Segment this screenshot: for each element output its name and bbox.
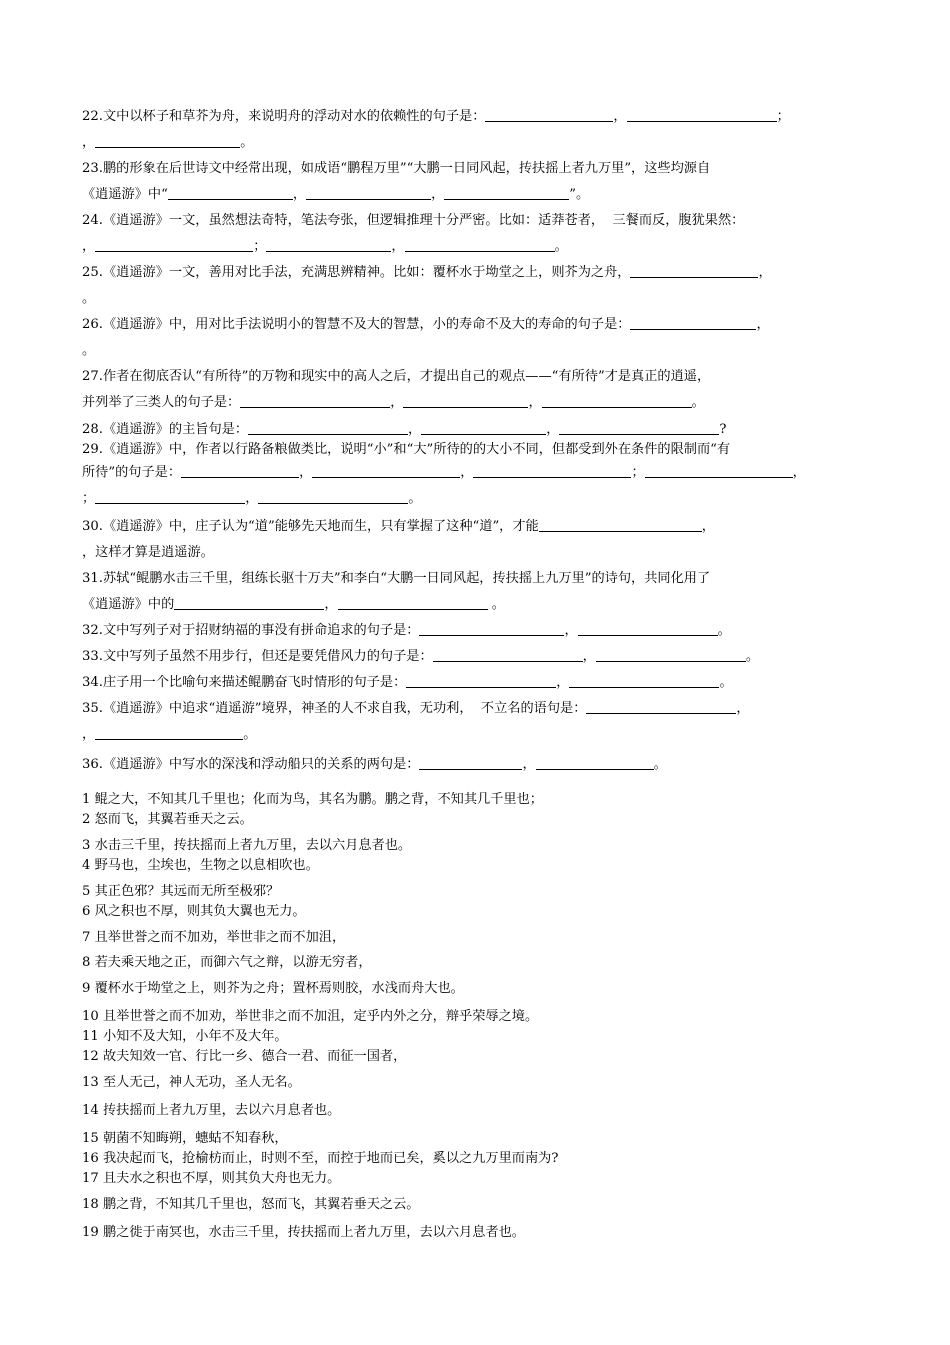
answer-blank[interactable] [536, 755, 654, 770]
answer-blank[interactable] [630, 315, 756, 330]
answer-blank[interactable] [174, 595, 324, 610]
question-22-cont: ， 。 [82, 135, 254, 150]
answer-blank[interactable] [630, 263, 758, 278]
question-24: 24.《逍遥游》一文，虽然想法奇特，笔法夸张，但逻辑推理十分严密。比如：适莽苍者， 三餐而反，腹犹果然： [82, 213, 745, 228]
answer-blank[interactable] [95, 133, 240, 148]
question-25: 25.《逍遥游》一文，善用对比手法，充满思辨精神。比如：覆杯水于坳堂之上，则芥为之舟， ， [82, 265, 772, 280]
answer-blank[interactable] [258, 489, 408, 504]
answer-blank[interactable] [444, 185, 569, 200]
answer-18: 18 鹏之背，不知其几千里也，怒而飞，其翼若垂天之云。 [82, 1197, 420, 1212]
question-34: 34.庄子用一个比喻句来描述鲲鹏奋飞时情形的句子是： ， 。 [82, 675, 733, 690]
question-24-cont: ， ； ， 。 [82, 239, 568, 254]
answer-6: 6 风之积也不厚，则其负大翼也无力。 [82, 904, 306, 919]
answer-blank[interactable] [406, 673, 556, 688]
answer-5: 5 其正色邪？其远而无所至极邪？ [82, 884, 280, 899]
answer-blank[interactable] [306, 185, 431, 200]
question-25-cont: 。 [82, 291, 96, 306]
answer-blank[interactable] [596, 647, 746, 662]
answer-blank[interactable] [419, 755, 522, 770]
question-28: 28.《逍遥游》的主旨句是： ， ， ? [82, 422, 727, 437]
question-26: 26.《逍遥游》中，用对比手法说明小的智慧不及大的智慧，小的寿命不及大的寿命的句子是： ， [82, 317, 770, 332]
answer-blank[interactable] [266, 237, 391, 252]
answer-blank[interactable] [168, 185, 293, 200]
fill-in-questions [82, 104, 872, 778]
answer-blank[interactable] [473, 463, 631, 478]
answer-11: 11 小知不及大知，小年不及大年。 [82, 1029, 288, 1044]
answer-16: 16 我决起而飞，抢榆枋而止，时则不至，而控于地而已矣，奚以之九万里而南为? [82, 1151, 559, 1166]
answer-9: 9 覆杯水于坳堂之上，则芥为之舟；置杯焉则胶，水浅而舟大也。 [82, 981, 464, 996]
question-22: 22.文中以杯子和草芥为舟，来说明舟的浮动对水的依赖性的句子是： ， ； [82, 109, 790, 124]
answer-blank[interactable] [95, 489, 245, 504]
question-26-cont: 。 [82, 343, 96, 358]
question-31: 31.苏轼“鲲鹏水击三千里，组练长驱十万夫”和李白“大鹏一日同风起，抟扶摇上九万里”的诗句，共同化用了 [82, 571, 711, 586]
answer-blank[interactable] [645, 463, 793, 478]
answer-19: 19 鹏之徙于南冥也，水击三千里，抟扶摇而上者九万里，去以六月息者也。 [82, 1225, 525, 1240]
answer-14: 14 抟扶摇而上者九万里，去以六月息者也。 [82, 1103, 341, 1118]
answer-key [82, 790, 872, 1245]
answer-blank[interactable] [248, 420, 408, 435]
answer-blank[interactable] [181, 463, 299, 478]
answer-blank[interactable] [421, 420, 546, 435]
answer-2: 2 怒而飞，其翼若垂天之云。 [82, 812, 253, 827]
question-29: 29.《逍遥游》中，作者以行路备粮做类比，说明“小”和“大”所待的的大小不同，但都受到外在条件的限制而“有 [82, 442, 731, 457]
question-30-cont: ，这样才算是逍遥游。 [82, 545, 214, 560]
answer-blank[interactable] [433, 647, 583, 662]
question-35-cont: ， 。 [82, 727, 257, 742]
answer-8: 8 若夫乘天地之正，而御六气之辩，以游无穷者， [82, 955, 372, 970]
answer-10: 10 且举世誉之而不加劝，举世非之而不加沮，定乎内外之分，辩乎荣辱之境。 [82, 1009, 539, 1024]
answer-15: 15 朝菌不知晦朔，蟪蛄不知春秋， [82, 1131, 288, 1146]
answer-blank[interactable] [95, 237, 253, 252]
question-29-cont2: ； ， 。 [82, 491, 422, 506]
question-27-cont: 并列举了三类人的句子是： ， ， 。 [82, 395, 705, 410]
answer-blank[interactable] [542, 393, 692, 408]
question-23-cont: 《逍遥游》中“ ， ， ”。 [82, 187, 590, 202]
question-31-cont: 《逍遥游》中的 ， 。 [82, 597, 505, 612]
answer-blank[interactable] [240, 393, 390, 408]
answer-4: 4 野马也，尘埃也，生物之以息相吹也。 [82, 858, 319, 873]
question-29-cont: 所待”的句子是： ， ， ； ， [82, 465, 806, 480]
answer-7: 7 且举世誉之而不加劝，举世非之而不加沮， [82, 930, 346, 945]
question-30: 30.《逍遥游》中，庄子认为“道”能够先天地而生，只有掌握了这种“道”，才能 ， [82, 519, 715, 534]
question-23: 23.鹏的形象在后世诗文中经常出现，如成语“鹏程万里”“大鹏一日同风起，抟扶摇上者九万里”，这些均源自 [82, 161, 711, 176]
answer-blank[interactable] [419, 621, 564, 636]
answer-blank[interactable] [586, 699, 736, 714]
answer-blank[interactable] [95, 725, 243, 740]
answer-blank[interactable] [559, 420, 719, 435]
answer-blank[interactable] [627, 107, 777, 122]
answer-17: 17 且夫水之积也不厚，则其负大舟也无力。 [82, 1171, 341, 1186]
question-33: 33.文中写列子虽然不用步行，但还是要凭借风力的句子是： ， 。 [82, 649, 760, 664]
answer-blank[interactable] [403, 393, 528, 408]
answer-blank[interactable] [405, 237, 555, 252]
answer-blank[interactable] [485, 107, 613, 122]
answer-12: 12 故夫知效一官、行比一乡、德合一君、而征一国者， [82, 1049, 407, 1064]
answer-3: 3 水击三千里，抟扶摇而上者九万里，去以六月息者也。 [82, 838, 412, 853]
question-36: 36.《逍遥游》中写水的深浅和浮动船只的关系的两句是： ， 。 [82, 757, 667, 772]
answer-blank[interactable] [338, 595, 488, 610]
question-32: 32.文中写列子对于招财纳福的事没有拼命追求的句子是： ， 。 [82, 623, 731, 638]
question-27: 27.作者在彻底否认“有所待”的万物和现实中的高人之后，才提出自己的观点——“有所待”才是真正的逍遥， [82, 369, 711, 384]
question-35: 35.《逍遥游》中追求“逍遥游”境界，神圣的人不求自我，无功利， 不立名的语句是： ， [82, 701, 750, 716]
answer-blank[interactable] [539, 517, 702, 532]
answer-blank[interactable] [312, 463, 460, 478]
answer-blank[interactable] [569, 673, 719, 688]
answer-blank[interactable] [578, 621, 718, 636]
answer-13: 13 至人无己，神人无功，圣人无名。 [82, 1075, 301, 1090]
answer-1: 1 鲲之大，不知其几千里也；化而为鸟，其名为鹏。鹏之背，不知其几千里也； [82, 792, 543, 807]
